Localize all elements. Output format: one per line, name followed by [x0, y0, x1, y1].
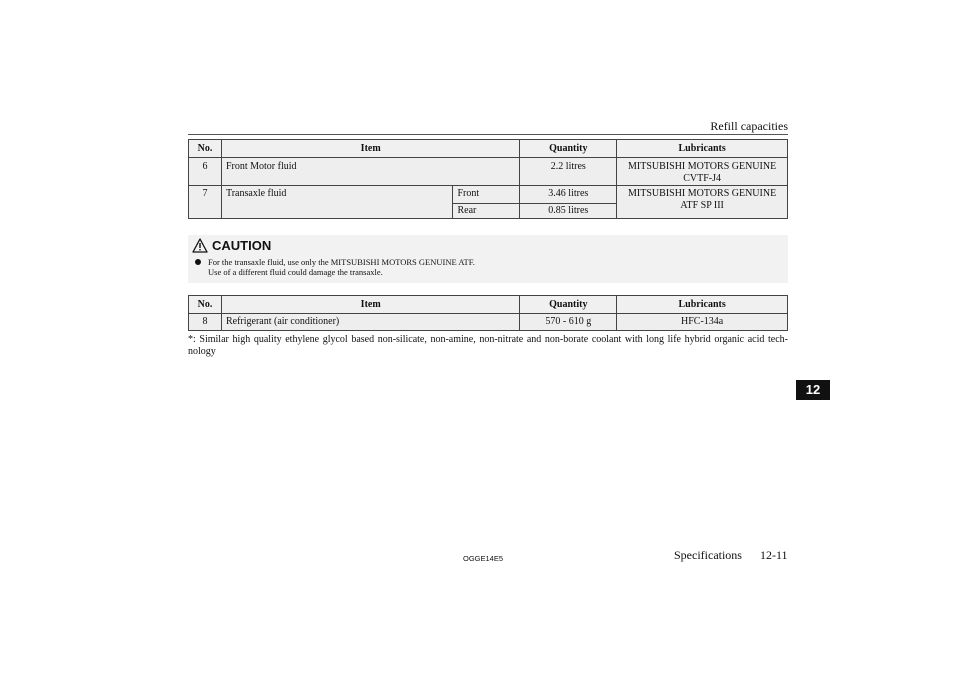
refill-capacities-table-1	[188, 139, 788, 219]
warning-triangle-icon	[192, 238, 208, 253]
cell-item: Front Motor fluid	[221, 158, 519, 186]
cell-no: 6	[189, 158, 222, 186]
column-header-item: Item	[221, 296, 519, 314]
column-header-quantity: Quantity	[520, 140, 617, 158]
cell-quantity: 0.85 litres	[520, 204, 617, 219]
table-row	[189, 186, 788, 204]
cell-quantity: 570 - 610 g	[520, 314, 617, 331]
cell-sub-item: Rear	[453, 204, 520, 219]
caution-title: CAUTION	[212, 237, 272, 253]
chapter-tab: 12	[796, 380, 830, 400]
lubricant-line: CVTF-J4	[683, 173, 722, 184]
cell-lubricant	[617, 186, 788, 219]
page-number: 12-11	[760, 548, 788, 562]
document-code: OGGE14E5	[463, 554, 504, 563]
caution-heading	[192, 236, 271, 254]
footer-section-name: Specifications	[674, 548, 742, 562]
header-divider	[188, 134, 788, 135]
bullet-icon	[195, 259, 201, 265]
caution-line: For the transaxle fluid, use only the MITSUBISHI MOTORS GENUINE ATF.	[208, 257, 475, 267]
cell-no: 7	[189, 186, 222, 219]
column-header-item: Item	[221, 140, 519, 158]
table-row	[189, 158, 788, 186]
table-header-row	[189, 296, 788, 314]
cell-lubricant: HFC-134a	[617, 314, 788, 331]
column-header-lubricants: Lubricants	[617, 140, 788, 158]
lubricant-line: ATF SP III	[680, 200, 724, 211]
table-header-row	[189, 140, 788, 158]
lubricant-line: MITSUBISHI MOTORS GENUINE	[628, 188, 777, 199]
column-header-lubricants: Lubricants	[617, 296, 788, 314]
cell-item: Transaxle fluid	[221, 186, 453, 219]
cell-sub-item: Front	[453, 186, 520, 204]
footnote: *: Similar high quality ethylene glycol based non-silicate, non-amine, non-nitrate and non-borate coolant with long life hybrid organic acid tech-nology	[188, 334, 788, 357]
refill-capacities-table-2	[188, 295, 788, 331]
column-header-quantity: Quantity	[520, 296, 617, 314]
cell-item: Refrigerant (air conditioner)	[221, 314, 519, 331]
table-row	[189, 314, 788, 331]
caution-text	[208, 257, 475, 277]
column-header-no: No.	[189, 140, 222, 158]
lubricant-line: MITSUBISHI MOTORS GENUINE	[628, 161, 777, 172]
cell-quantity: 3.46 litres	[520, 186, 617, 204]
cell-quantity: 2.2 litres	[520, 158, 617, 186]
caution-item	[195, 257, 475, 277]
header-title: Refill capacities	[710, 119, 788, 133]
cell-lubricant	[617, 158, 788, 186]
caution-line: Use of a different fluid could damage the transaxle.	[208, 267, 383, 277]
caution-box	[188, 235, 788, 283]
column-header-no: No.	[189, 296, 222, 314]
cell-no: 8	[189, 314, 222, 331]
